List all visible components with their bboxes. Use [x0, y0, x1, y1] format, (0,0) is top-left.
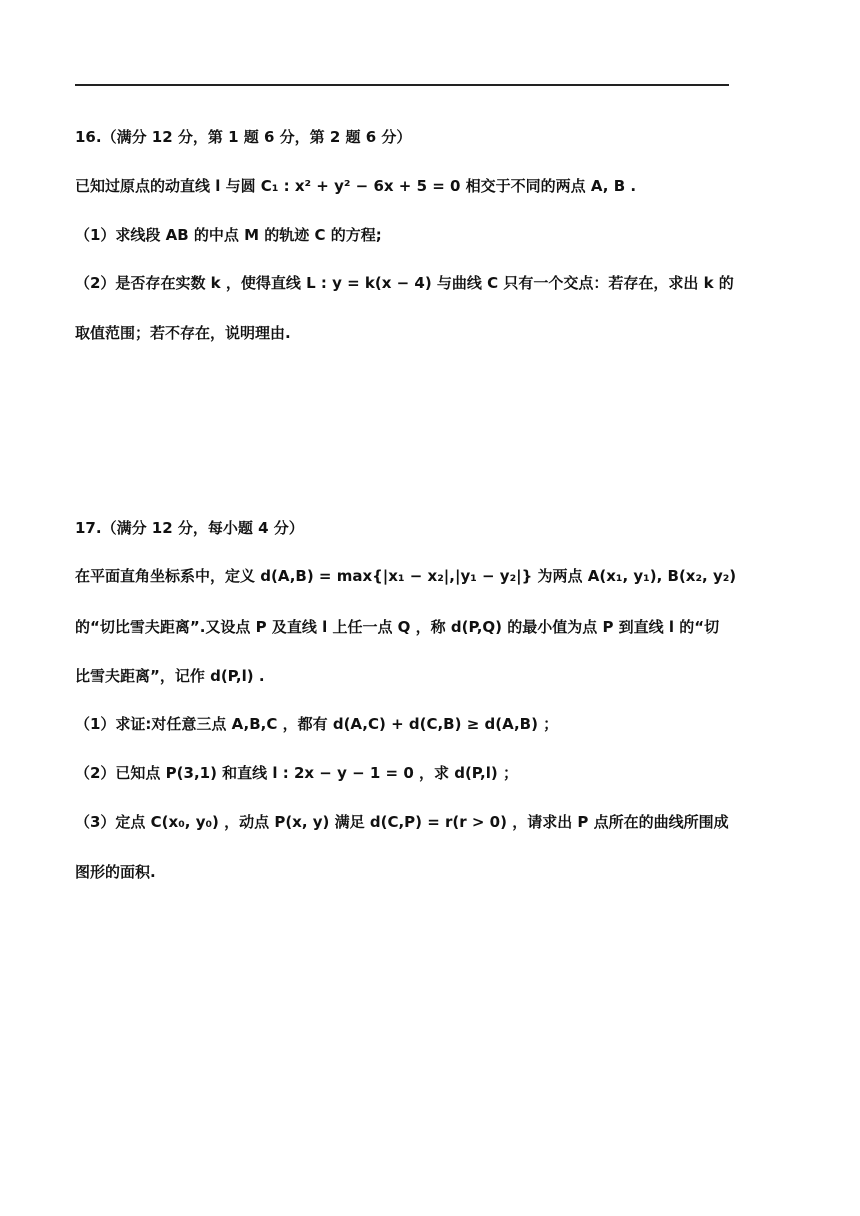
q16-part1: （1）求线段 AB 的中点 M 的轨迹 C 的方程;	[75, 226, 382, 244]
header-rule	[75, 84, 729, 86]
q16-heading: 16.（满分 12 分，第 1 题 6 分，第 2 题 6 分）	[75, 128, 412, 146]
q17-stem-line1: 在平面直角坐标系中，定义 d(A,B) = max{|x₁ − x₂|,|y₁ − y₂|} 为两点 A(x₁, y₁), B(x₂, y₂)	[75, 567, 737, 585]
q16-part2-line2: 取值范围；若不存在，说明理由.	[75, 324, 291, 342]
q17-stem-line2: 的“切比雪夫距离”.又设点 P 及直线 l 上任一点 Q ，称 d(P,Q) 的最小值为点 P 到直线 l 的“切	[75, 618, 720, 636]
q17-part3-line1: （3）定点 C(x₀, y₀) ，动点 P(x, y) 满足 d(C,P) = r(r > 0) ，请求出 P 点所在的曲线所围成	[75, 813, 729, 831]
q16-stem: 已知过原点的动直线 l 与圆 C₁ : x² + y² − 6x + 5 = 0 相交于不同的两点 A, B .	[75, 177, 637, 195]
q17-part1: （1）求证:对任意三点 A,B,C ，都有 d(A,C) + d(C,B) ≥ d(A,B) ；	[75, 715, 559, 733]
q17-heading: 17.（满分 12 分，每小题 4 分）	[75, 519, 304, 537]
q17-part2: （2）已知点 P(3,1) 和直线 l : 2x − y − 1 = 0 ，求 d(P,l) ；	[75, 764, 518, 782]
q17-stem-line3: 比雪夫距离”，记作 d(P,l) .	[75, 667, 265, 685]
q16-part2-line1: （2）是否存在实数 k ，使得直线 L : y = k(x − 4) 与曲线 C 只有一个交点：若存在，求出 k 的	[75, 274, 734, 292]
q17-part3-line2: 图形的面积.	[75, 863, 156, 881]
